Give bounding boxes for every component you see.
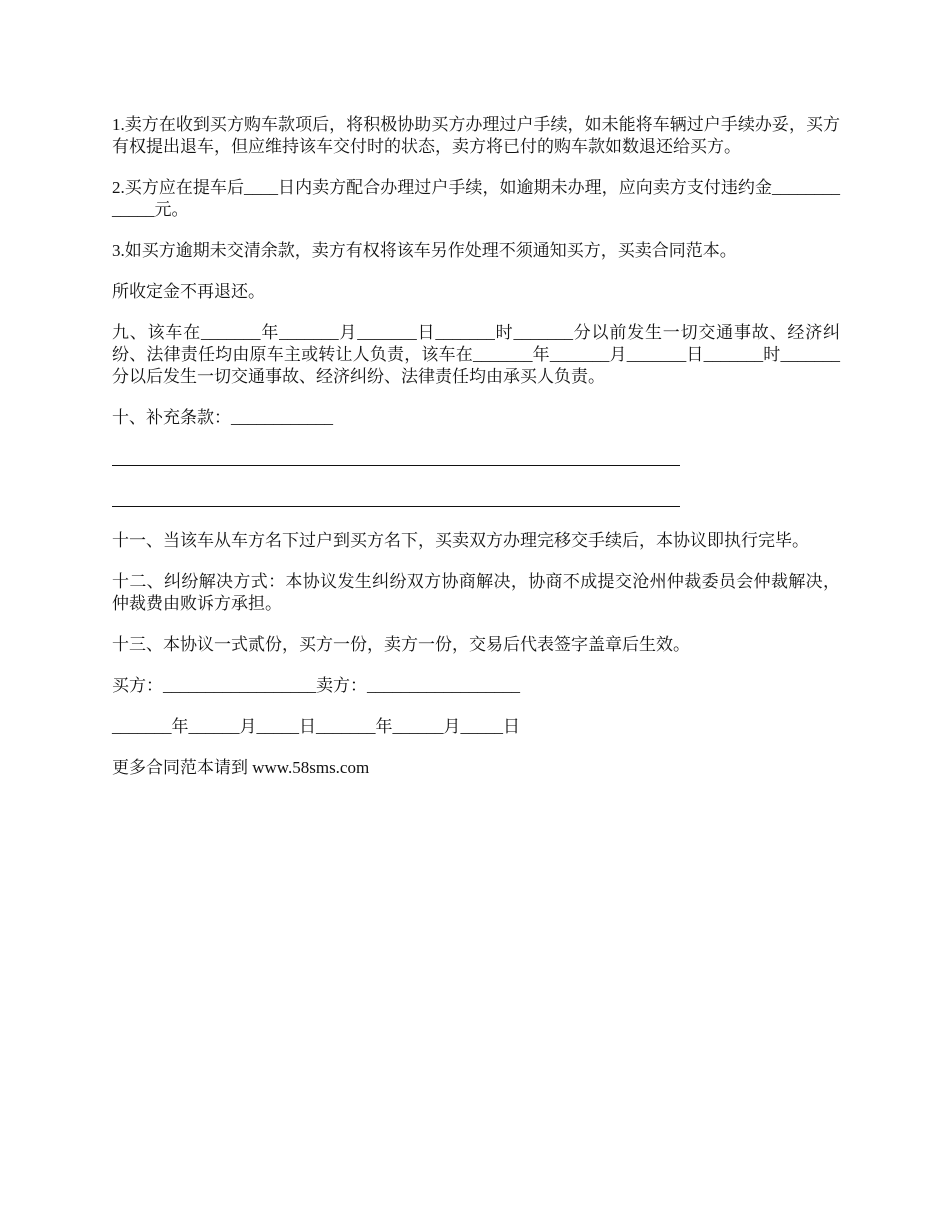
clause-eleven-completion: 十一、当该车从车方名下过户到买方名下，买卖双方办理完移交手续后，本协议即执行完毕。: [112, 531, 809, 550]
clause-twelve-dispute: 十二、纠纷解决方式：本协议发生纠纷双方协商解决，协商不成提交沧州仲裁委员会仲裁解决，仲裁费由败诉方承担。: [112, 572, 840, 613]
clause-nine-liability: 九、该车在_______年_______月_______日_______时_______分以前发生一切交通事故、经济纠纷、法律责任均由原车主或转让人负责，该车在_______年_______月_______日_______时_______分以后发生一切交通事故、经济纠纷、法律责任均由承买人负责。: [112, 323, 840, 386]
signature-line: 买方：__________________卖方：__________________: [112, 676, 520, 695]
date-line: _______年______月_____日_______年______月_____日: [112, 717, 520, 736]
document-page: [112, 114, 840, 798]
clause-transfer-assist: 1.卖方在收到买方购车款项后，将积极协助买方办理过户手续，如未能将车辆过户手续办妥，买方有权提出退车，但应维持该车交付时的状态，卖方将已付的购车款如数退还给买方。: [112, 115, 840, 156]
clause-deposit-nonrefundable: 所收定金不再退还。: [112, 282, 265, 301]
clause-thirteen-copies: 十三、本协议一式贰份，买方一份，卖方一份，交易后代表签字盖章后生效。: [112, 635, 690, 654]
footer-more-templates: 更多合同范本请到 www.58sms.com: [112, 758, 370, 777]
clause-ten-supplementary: 十、补充条款：____________: [112, 408, 333, 427]
supplementary-blank-line-1: [112, 448, 840, 470]
supplementary-blank-line-2: [112, 489, 840, 511]
clause-transfer-deadline: 2.买方应在提车后____日内卖方配合办理过户手续，如逾期未办理，应向卖方支付违约金_____________元。: [112, 178, 840, 219]
clause-overdue-balance: 3.如买方逾期未交清余款，卖方有权将该车另作处理不须通知买方，买卖合同范本。: [112, 241, 737, 260]
